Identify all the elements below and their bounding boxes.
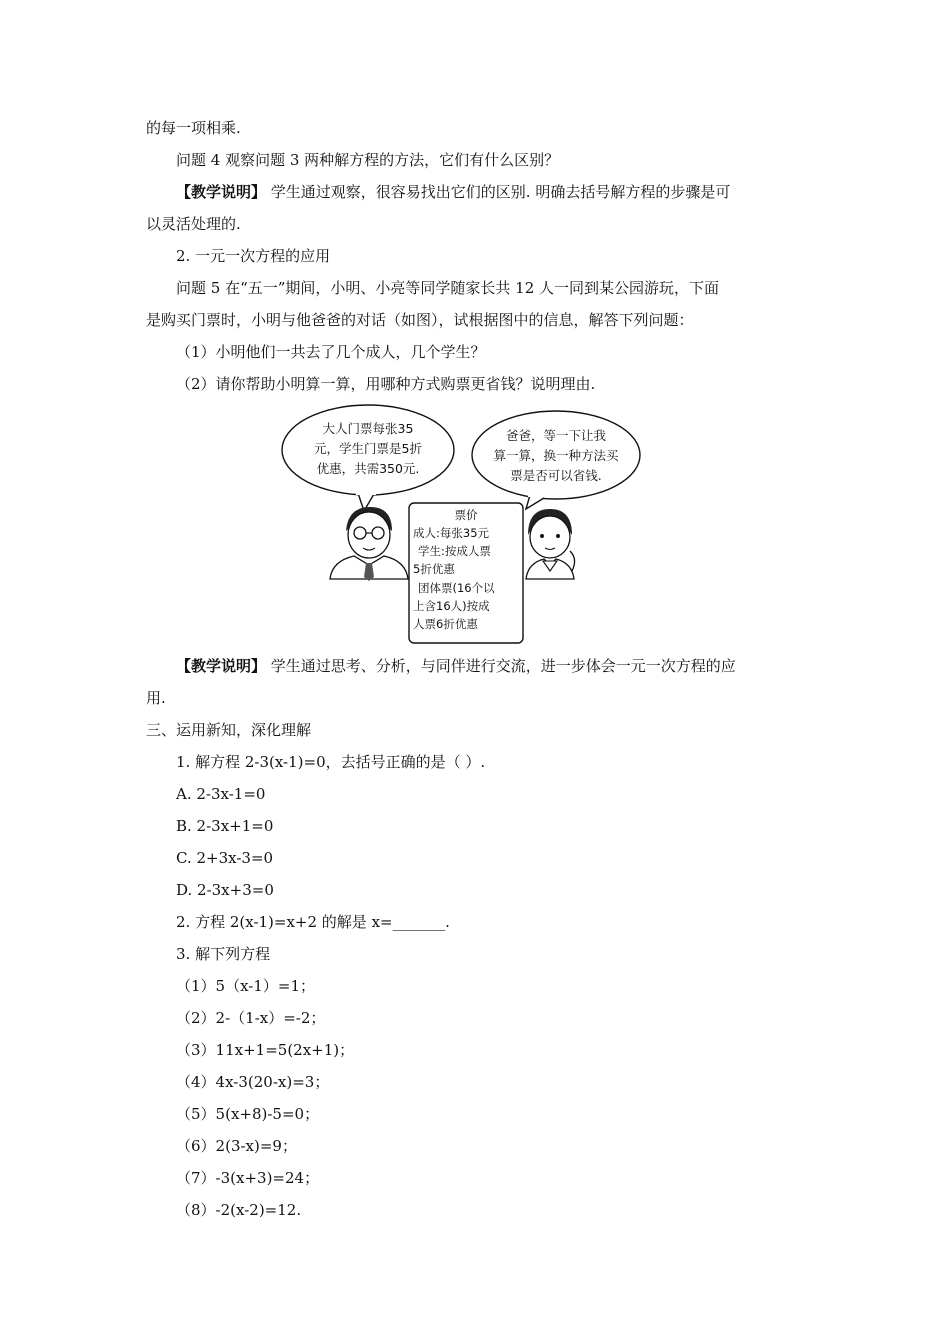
son-figure [526, 509, 575, 579]
equation-item: （3）11x+1=5(2x+1)； [176, 1041, 355, 1059]
text-line [176, 656, 736, 676]
dad-bubble-line: 优惠，共需350元. [316, 461, 420, 476]
sign-line: 学生:按成人票 [418, 544, 491, 558]
sign-line: 票价 [454, 508, 478, 522]
text-line: 是购买门票时，小明与他爸爸的对话（如图），试根据图中的信息，解答下列问题： [146, 311, 694, 329]
text-line: 问题 5 在“五一”期间，小明、小亮等同学随家长共 12 人一同到某公园游玩，下面 [176, 279, 720, 297]
text-line: 以灵活处理的. [146, 215, 241, 233]
text-line: 用. [146, 689, 166, 707]
text-line [176, 182, 730, 202]
teaching-note-label: 【教学说明】 [176, 183, 267, 201]
equation-item: （4）4x-3(20-x)=3； [176, 1073, 330, 1091]
sign-line: 人票6折优惠 [413, 617, 478, 631]
equation-item: （5）5(x+8)-5=0； [176, 1105, 320, 1123]
question-item: （1）小明他们一共去了几个成人，几个学生？ [176, 343, 486, 361]
exercise-item: 2. 方程 2(x-1)=x+2 的解是 x=_______. [176, 913, 450, 931]
teaching-note-text: 学生通过观察，很容易找出它们的区别. 明确去括号解方程的步骤是可 [266, 183, 731, 201]
exercise-item: 3. 解下列方程 [176, 945, 271, 963]
teaching-note-text: 学生通过思考、分析，与同伴进行交流，进一步体会一元一次方程的应 [266, 657, 736, 675]
dad-bubble-line: 元，学生门票是5折 [314, 441, 422, 456]
answer-option: B. 2-3x+1=0 [176, 817, 274, 835]
sign-line: 5折优惠 [413, 562, 455, 576]
sign-line: 团体票(16个以 [418, 581, 495, 595]
son-bubble-line: 票是否可以省钱. [510, 468, 602, 483]
question-item: （2）请你帮助小明算一算，用哪种方式购票更省钱？说明理由. [176, 375, 596, 393]
teaching-note-label: 【教学说明】 [176, 657, 267, 675]
section-heading: 三、运用新知，深化理解 [146, 721, 312, 739]
dad-bubble-line: 大人门票每张35 [322, 421, 414, 436]
answer-option: D. 2-3x+3=0 [176, 881, 274, 899]
equation-item: （2）2-（1-x）=-2； [176, 1009, 326, 1027]
equation-item: （6）2(3-x)=9； [176, 1137, 297, 1155]
sign-line: 成人:每张35元 [413, 526, 490, 540]
sign-line: 上含16人)按成 [413, 599, 490, 613]
answer-option: A. 2-3x-1=0 [176, 785, 266, 803]
ticket-price-sign [409, 503, 523, 643]
equation-item: （7）-3(x+3)=24； [176, 1169, 320, 1187]
text-line: 问题 4 观察问题 3 两种解方程的方法，它们有什么区别？ [176, 151, 560, 169]
exercise-item: 1. 解方程 2-3(x-1)=0，去括号正确的是（ ）. [176, 753, 486, 771]
equation-item: （1）5（x-1）=1； [176, 977, 316, 995]
equation-item: （8）-2(x-2)=12. [176, 1201, 302, 1219]
son-bubble-line: 算一算，换一种方法买 [493, 448, 619, 463]
text-line: 的每一项相乘. [146, 119, 241, 137]
dad-figure [330, 507, 408, 581]
answer-option: C. 2+3x-3=0 [176, 849, 274, 867]
dialogue-illustration [278, 403, 698, 648]
section-heading: 2. 一元一次方程的应用 [176, 247, 331, 265]
son-bubble-line: 爸爸，等一下让我 [505, 428, 607, 443]
